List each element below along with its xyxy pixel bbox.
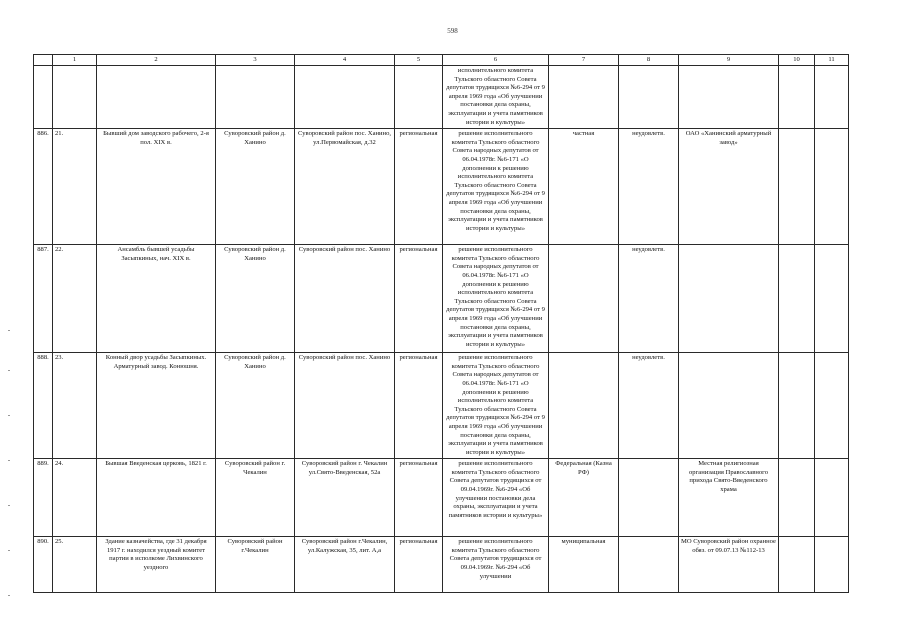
protection-document: исполнительного комитета Тульского областного Совета депутатов трудящихся №6-294 от 9 апреля 1969 года «Об улучшении постановки дела охраны, эксплуатации и учета памятников истории и культуры» (443, 66, 549, 129)
object-address (295, 66, 395, 129)
row-subnumber: 23. (53, 353, 97, 459)
ownership (549, 245, 619, 353)
condition: неудовлетв. (619, 129, 679, 245)
table-row (34, 66, 849, 129)
object-category (395, 66, 443, 129)
row-number: 886. (34, 129, 53, 245)
object-category: региональная (395, 129, 443, 245)
user: Местная религиозная организация Православного прихода Свято-Введенского храма (679, 459, 779, 537)
ownership: муниципальная (549, 537, 619, 593)
ownership (549, 66, 619, 129)
column-header: 9 (679, 55, 779, 66)
column-10-cell (779, 459, 815, 537)
user: ОАО «Ханинский арматурный завод» (679, 129, 779, 245)
user (679, 245, 779, 353)
scan-edge-marks (8, 330, 12, 630)
row-number: 888. (34, 353, 53, 459)
object-district: Суворовский район д. Ханино (216, 353, 295, 459)
column-10-cell (779, 353, 815, 459)
object-name: Ансамбль бывшей усадьбы Засыпкиных, нач. XIX в. (97, 245, 216, 353)
object-address: Суворовский район г. Чекалин ул.Свято-Введенская, 52а (295, 459, 395, 537)
table-row (34, 537, 849, 593)
protection-document: решение исполнительного комитета Тульского областного Совета народных депутатов от 06.04.1978г. №6-171 «О дополнении к решению исполнительного комитета Тульского областного Совета депутатов трудящихся №6-294 от 9 апреля 1969 года «Об улучшении постановки дела охраны, эксплуатации и учета памятников истории и культуры» (443, 353, 549, 459)
condition (619, 66, 679, 129)
header-row (34, 55, 849, 66)
user (679, 353, 779, 459)
object-address: Суворовский район пос. Ханино (295, 353, 395, 459)
user: МО Суворовский район охранное обяз. от 09.07.13 №112-13 (679, 537, 779, 593)
column-11-cell (815, 537, 849, 593)
column-10-cell (779, 129, 815, 245)
row-subnumber: 24. (53, 459, 97, 537)
user (679, 66, 779, 129)
column-header: 11 (815, 55, 849, 66)
column-header: 5 (395, 55, 443, 66)
table-row (34, 245, 849, 353)
column-10-cell (779, 537, 815, 593)
row-subnumber: 25. (53, 537, 97, 593)
object-name: Бывший дом заводского рабочего, 2-я пол. XIX в. (97, 129, 216, 245)
object-address: Суворовский район г.Чекалин, ул.Калужская, 35, лит. А,а (295, 537, 395, 593)
page-number: 598 (447, 27, 458, 35)
column-header: 1 (53, 55, 97, 66)
table-row (34, 353, 849, 459)
object-district: Суворовский район г.Чекалин (216, 537, 295, 593)
table-row (34, 459, 849, 537)
object-district: Суворовский район д. Ханино (216, 245, 295, 353)
protection-document: решение исполнительного комитета Тульского областного Совета народных депутатов от 06.04.1978г. №6-171 «О дополнении к решению исполнительного комитета Тульского областного Совета депутатов трудящихся №6-294 от 9 апреля 1969 года «Об улучшении постановки дела охраны, эксплуатации и учета памятников истории и культуры» (443, 129, 549, 245)
object-category: региональная (395, 537, 443, 593)
object-district: Суворовский район г. Чекалин (216, 459, 295, 537)
column-header: 6 (443, 55, 549, 66)
object-name: Бывшая Введенская церковь, 1821 г. (97, 459, 216, 537)
condition: неудовлетв. (619, 245, 679, 353)
ownership: Федеральная (Казна РФ) (549, 459, 619, 537)
condition (619, 537, 679, 593)
registry-table (33, 54, 849, 593)
row-number (34, 66, 53, 129)
protection-document: решение исполнительного комитета Тульского областного Совета депутатов трудящихся от 09.04.1969г. №6-294 «Об улучшении постановки дела охраны, эксплуатации и учета памятников истории и культуры» (443, 459, 549, 537)
protection-document: решение исполнительного комитета Тульского областного Совета депутатов трудящихся от 09.04.1969г. №6-294 «Об улучшении (443, 537, 549, 593)
row-subnumber (53, 66, 97, 129)
row-number: 889. (34, 459, 53, 537)
column-header: 8 (619, 55, 679, 66)
column-10-cell (779, 245, 815, 353)
ownership (549, 353, 619, 459)
column-header: 3 (216, 55, 295, 66)
column-header: 4 (295, 55, 395, 66)
column-11-cell (815, 66, 849, 129)
row-subnumber: 21. (53, 129, 97, 245)
row-number: 887. (34, 245, 53, 353)
object-name: Здание казначейства, где 31 декабря 1917 г. находился уездный комитет партии в исполкоме Лихвинского уездного (97, 537, 216, 593)
column-header: 7 (549, 55, 619, 66)
protection-document: решение исполнительного комитета Тульского областного Совета народных депутатов от 06.04.1978г. №6-171 «О дополнении к решению исполнительного комитета Тульского областного Совета депутатов трудящихся №6-294 от 9 апреля 1969 года «Об улучшении постановки дела охраны, эксплуатации и учета памятников истории и культуры» (443, 245, 549, 353)
object-address: Суворовский район пос. Ханино, ул.Первомайская, д.32 (295, 129, 395, 245)
row-subnumber: 22. (53, 245, 97, 353)
column-header: 10 (779, 55, 815, 66)
column-11-cell (815, 459, 849, 537)
row-number: 890. (34, 537, 53, 593)
column-header: 2 (97, 55, 216, 66)
table-row (34, 129, 849, 245)
column-header (34, 55, 53, 66)
condition (619, 459, 679, 537)
object-address: Суворовский район пос. Ханино (295, 245, 395, 353)
object-district: Суворовский район д. Ханино (216, 129, 295, 245)
object-category: региональная (395, 459, 443, 537)
object-district (216, 66, 295, 129)
condition: неудовлетв. (619, 353, 679, 459)
object-name: Конный двор усадьбы Засыпкиных. Арматурный завод. Конюшня. (97, 353, 216, 459)
object-category: региональная (395, 353, 443, 459)
column-11-cell (815, 353, 849, 459)
object-name (97, 66, 216, 129)
ownership: частная (549, 129, 619, 245)
column-10-cell (779, 66, 815, 129)
column-11-cell (815, 129, 849, 245)
object-category: региональная (395, 245, 443, 353)
column-11-cell (815, 245, 849, 353)
